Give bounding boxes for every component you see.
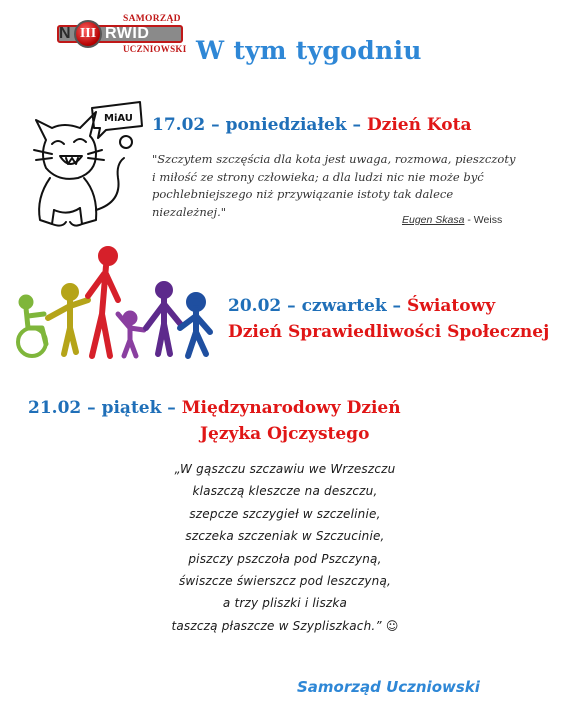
- event1-name: Dzień Kota: [366, 115, 472, 135]
- logo-top-text: SAMORZĄD: [123, 14, 181, 24]
- event1-date: 17.02 –: [152, 115, 226, 135]
- people-illustration: [12, 244, 218, 364]
- tongue-twister-poem: [120, 458, 450, 637]
- event3-name-line1: Międzynarodowy Dzień: [181, 398, 401, 418]
- event2-day: czwartek –: [301, 296, 407, 316]
- quote-line: "Szczytem szczęścia dla kota jest uwaga, rozmowa, pieszczoty: [152, 152, 516, 166]
- logo-rwid: RWID: [105, 25, 150, 42]
- poem-line: klaszczą kleszcze na deszczu,: [192, 484, 378, 499]
- event2-name-line1: Światowy: [406, 296, 496, 316]
- event1-author: [402, 214, 502, 226]
- event3-date: 21.02 –: [28, 398, 102, 418]
- cat-illustration: [22, 98, 146, 230]
- quote-line: pochlebniejszego niż przywiązanie istoty tak dalece niezależnej.": [152, 187, 454, 219]
- event1-quote: [152, 151, 522, 221]
- logo-n: N: [59, 25, 71, 42]
- event3-name-line2: Języka Ojczystego: [200, 424, 370, 444]
- event3-day: piątek –: [101, 398, 182, 418]
- quote-line: i miłość ze strony człowieka; a dla ludzi nic nie może być: [152, 169, 484, 184]
- poem-line: piszczy pszczoła pod Pszczyną,: [188, 551, 382, 566]
- event1-heading: [152, 115, 472, 135]
- poem-line: „W gąszczu szczawiu we Wrzeszczu: [174, 462, 396, 476]
- event3-heading-line1: [28, 398, 401, 418]
- poem-line: szepcze szczygieł w szczelinie,: [189, 506, 381, 521]
- logo-bottom-text: UCZNIOWSKI: [123, 44, 187, 54]
- logo-emblem-icon: [74, 20, 102, 48]
- author-name: Eugen Skasa: [402, 214, 465, 226]
- page-title: W tym tygodniu: [196, 36, 422, 65]
- poem-line: a trzy pliszki i liszka: [222, 596, 348, 611]
- event1-day: poniedziałek –: [225, 115, 367, 135]
- event2-name-line2: Dzień Sprawiedliwości Społecznej: [228, 322, 550, 342]
- poem-line: taszczą płaszcze w Szypliszkach.” ☺: [171, 618, 399, 633]
- cat-bubble-text: MiAU: [104, 113, 133, 124]
- event2-heading-line1: [228, 296, 495, 316]
- event2-date: 20.02 –: [228, 296, 302, 316]
- footer-signature: Samorząd Uczniowski: [297, 678, 480, 696]
- poem-line: szczeka szczeniak w Szczucinie,: [185, 529, 385, 544]
- logo: [57, 14, 185, 54]
- author-rest: - Weiss: [464, 214, 503, 226]
- logo-roman: III: [79, 26, 97, 41]
- poem-line: świszcze świerszcz pod leszczyną,: [178, 574, 392, 589]
